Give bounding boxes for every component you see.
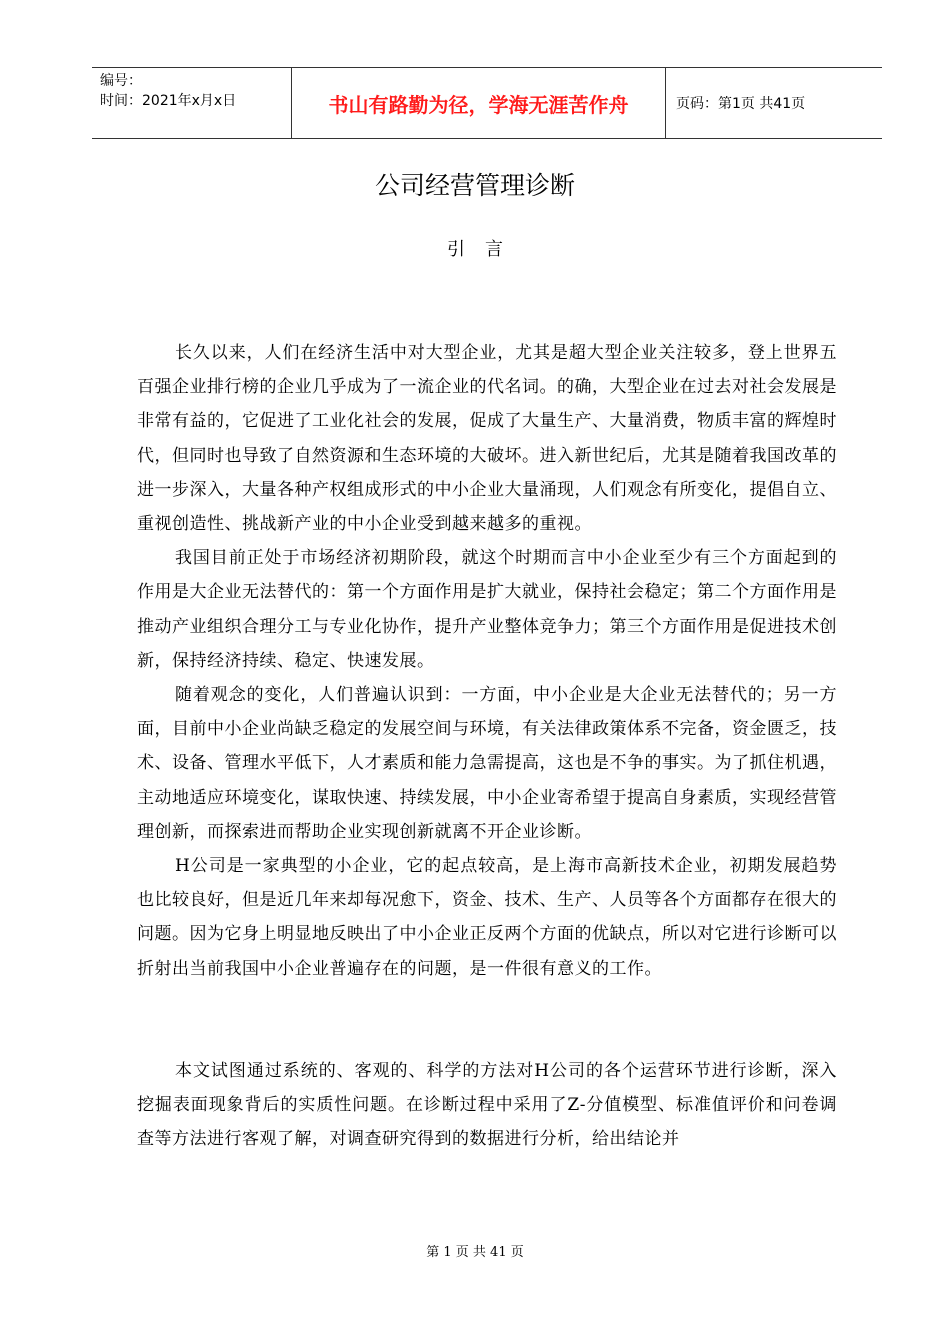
motto-cell [292, 68, 666, 138]
paragraph: 随着观念的变化，人们普遍认识到：一方面，中小企业是大企业无法替代的；另一方面，目前中小企业尚缺乏稳定的发展空间与环境，有关法律政策体系不完备，资金匮乏，技术、设备、管理水平低下，人才素质和能力急需提高，这也是不争的事实。为了抓住机遇，主动地适应环境变化，谋取快速、持续发展，中小企业寄希望于提高自身素质，实现经营管理创新，而探索进而帮助企业实现创新就离不开企业诊断。 [137, 685, 837, 842]
page-info-cell [666, 68, 882, 138]
time-label: 时间：2021年x月x日 [100, 93, 237, 109]
motto-text: 书山有路勤为径，学海无涯苦作舟 [328, 92, 629, 117]
document-header [92, 67, 882, 139]
code-label: 编号： [100, 73, 142, 89]
paragraph: H公司是一家典型的小企业，它的起点较高，是上海市高新技术企业，初期发展趋势也比较良好，但是近几年来却每况愈下，资金、技术、生产、人员等各个方面都存在很大的问题。因为它身上明显地反映出了中小企业正反两个方面的优缺点，所以对它进行诊断可以折射出当前我国中小企业普遍存在的问题，是一件很有意义的工作。 [137, 856, 837, 979]
paragraph: 本文试图通过系统的、客观的、科学的方法对H公司的各个运营环节进行诊断，深入挖掘表面现象背后的实质性问题。在诊断过程中采用了Z-分值模型、标准值评价和问卷调查等方法进行客观了解，对调查研究得到的数据进行分析，给出结论并 [137, 1060, 837, 1150]
document-title: 公司经营管理诊断 [374, 171, 575, 200]
page-footer: 第 1 页 共 41 页 [426, 1245, 524, 1260]
document-body [137, 336, 837, 1156]
header-info-cell [92, 68, 292, 138]
paragraph: 我国目前正处于市场经济初期阶段，就这个时期而言中小企业至少有三个方面起到的作用是大企业无法替代的：第一个方面作用是扩大就业，保持社会稳定；第二个方面作用是推动产业组织合理分工与专业化协作，提升产业整体竞争力；第三个方面作用是促进技术创新，保持经济持续、稳定、快速发展。 [137, 548, 837, 671]
page-label: 页码：第1页 共41页 [676, 96, 806, 112]
paragraph: 长久以来，人们在经济生活中对大型企业，尤其是超大型企业关注较多，登上世界五百强企业排行榜的企业几乎成为了一流企业的代名词。的确，大型企业在过去对社会发展是非常有益的，它促进了工业化社会的发展，促成了大量生产、大量消费，物质丰富的辉煌时代，但同时也导致了自然资源和生态环境的大破坏。进入新世纪后，尤其是随着我国改革的进一步深入，大量各种产权组成形式的中小企业大量涌现，人们观念有所变化，提倡自立、重视创造性、挑战新产业的中小企业受到越来越多的重视。 [137, 343, 837, 535]
section-heading: 引言 [447, 239, 523, 260]
